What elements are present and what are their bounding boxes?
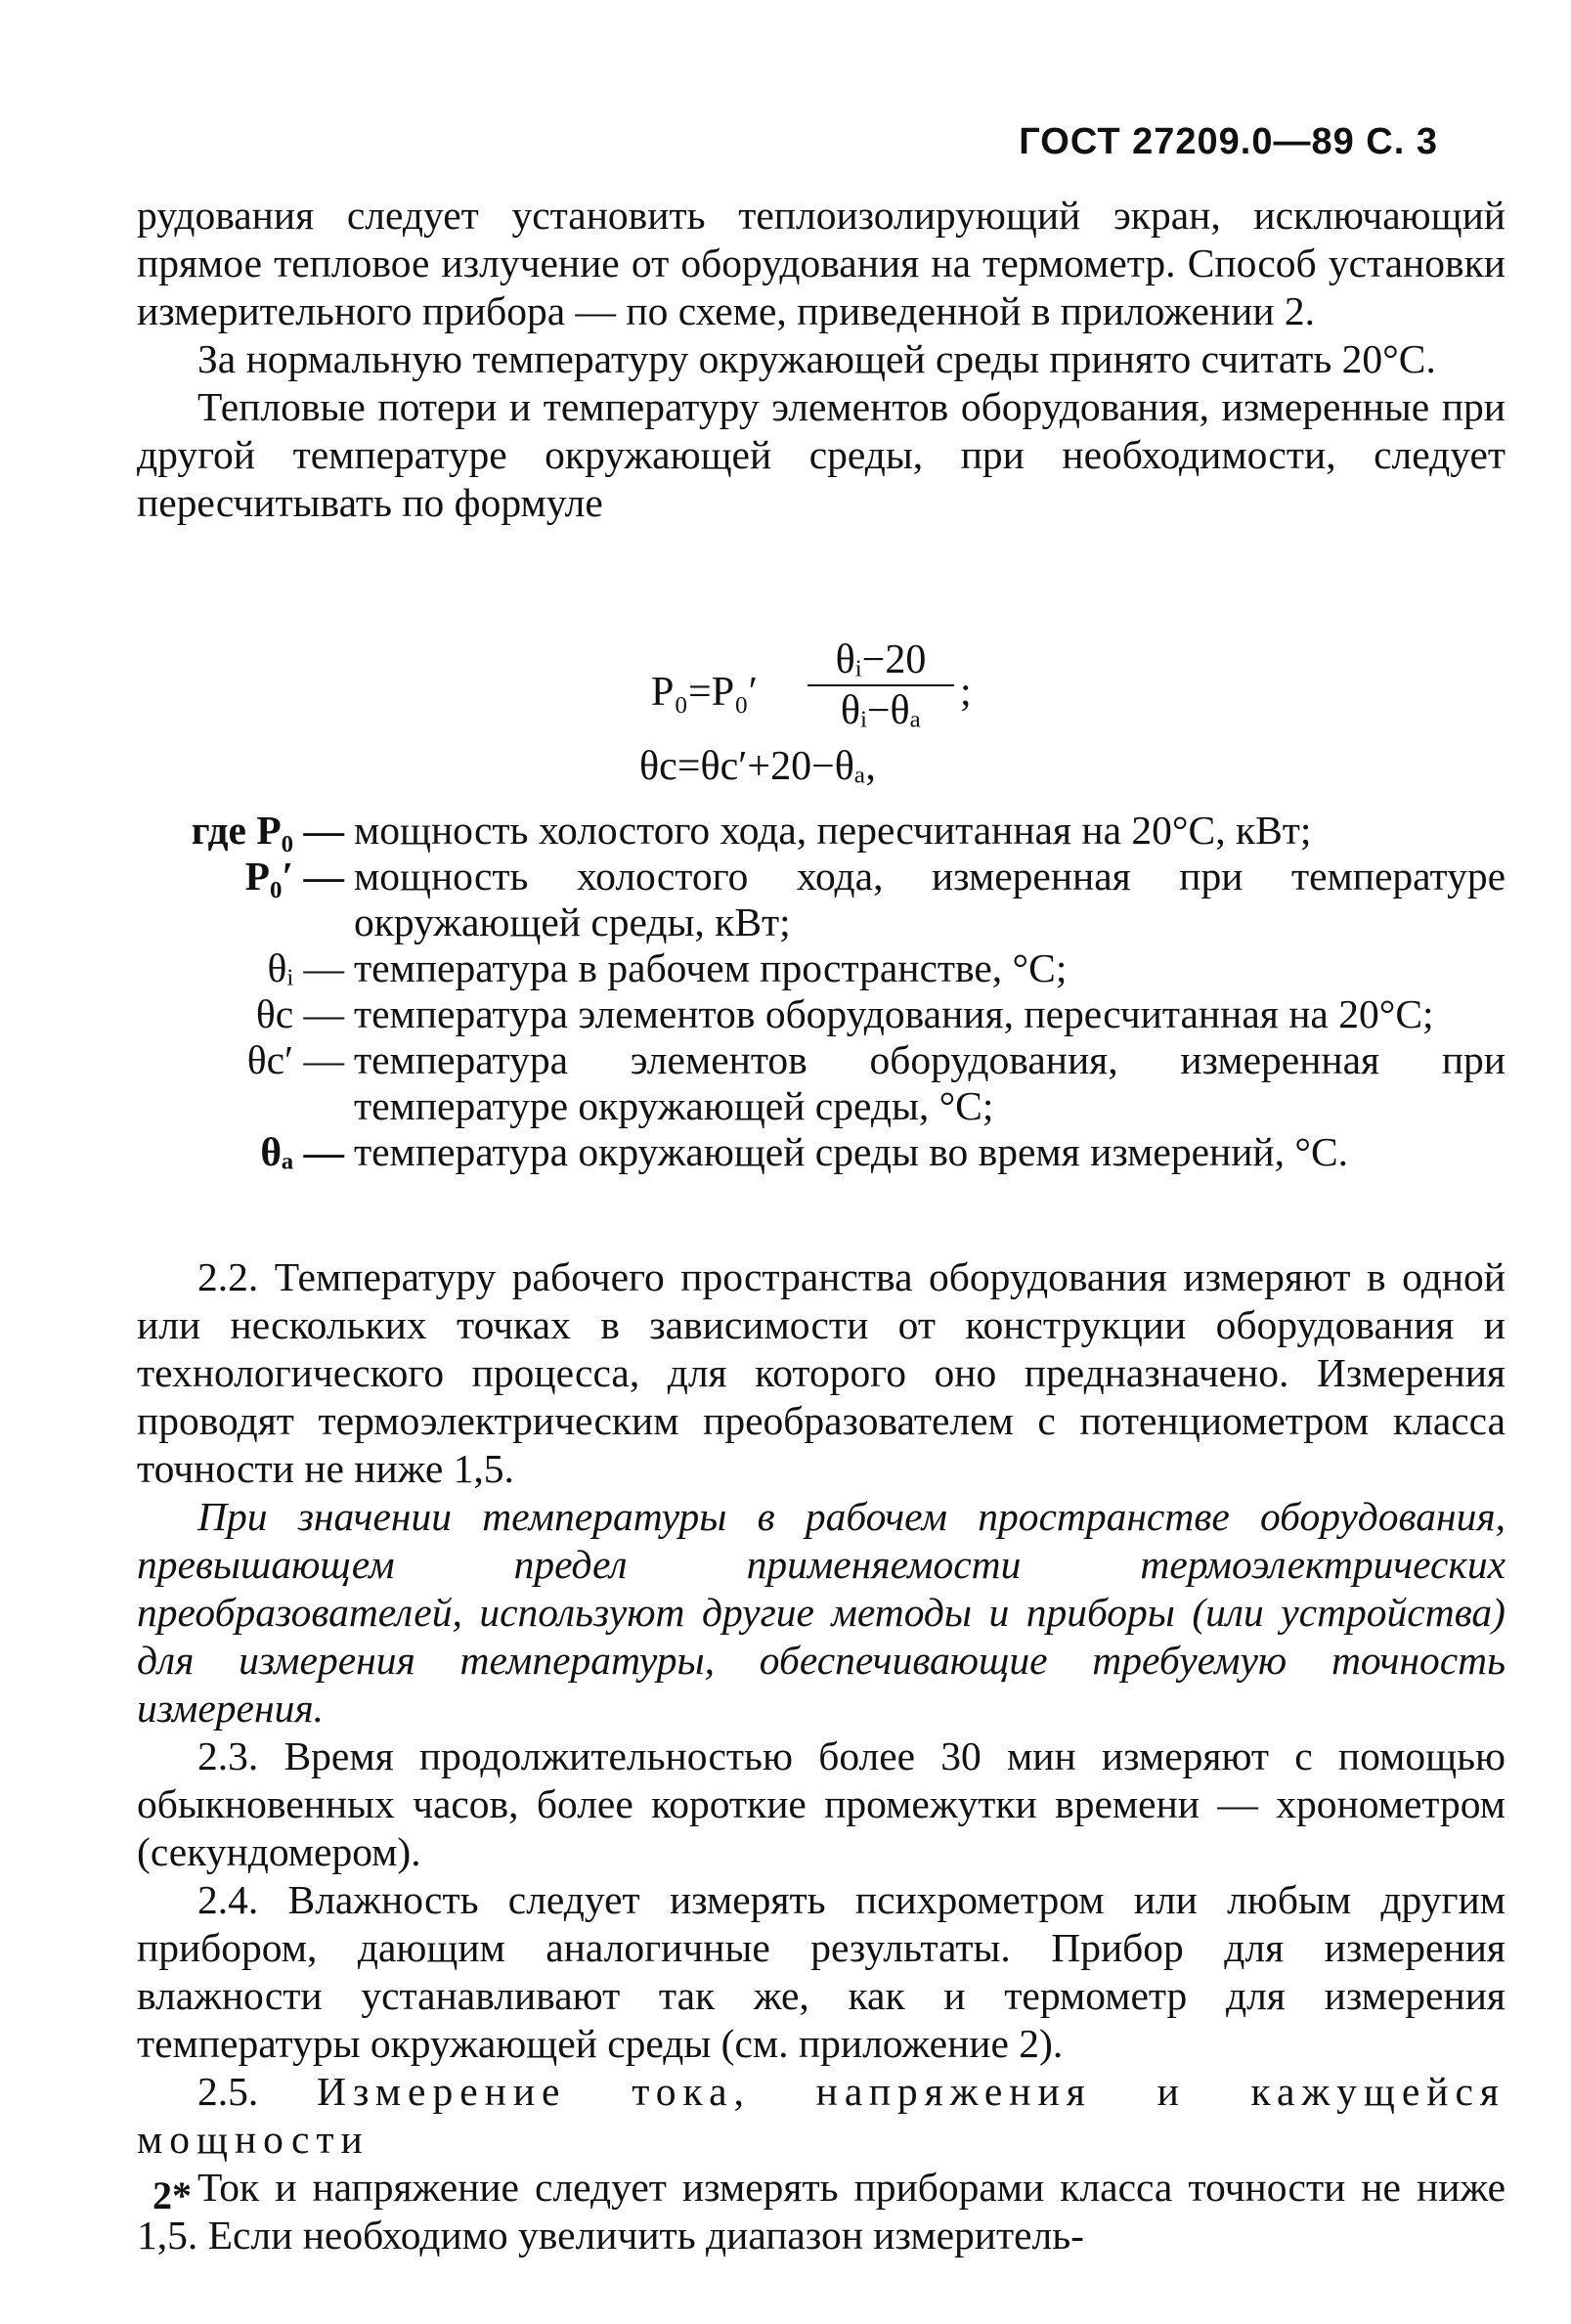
definition-item	[137, 854, 1506, 945]
definition-item	[137, 945, 1506, 991]
definition-symbol: θᵢ —	[267, 945, 344, 990]
definition-item	[137, 1129, 1506, 1175]
definition-symbol: θₐ —	[260, 1129, 344, 1174]
text-block-top	[137, 192, 1506, 527]
section-2-5-heading	[137, 2068, 1506, 2164]
section-title: Измерение тока, напряжения и кажущейся мощности	[137, 2069, 1506, 2162]
definition-text: мощность холостого хода, пересчитанная на 20°С, кВт;	[354, 808, 1312, 853]
formula-denominator: θᵢ−θₐ	[840, 688, 922, 733]
definition-item	[137, 1037, 1506, 1129]
paragraph-heat-loss: Тепловые потери и температуру элементов оборудования, измеренные при другой температуре окружающей среды, при необходимости, следует пересчитывать по формуле	[137, 384, 1506, 525]
fraction-bar	[807, 684, 954, 686]
definition-item	[137, 808, 1506, 854]
section-number: 2.5.	[197, 2069, 259, 2114]
definition-text: температура элементов оборудования, пересчитанная на 20°С;	[354, 991, 1434, 1036]
text-block-bottom	[137, 1253, 1506, 2259]
definition-symbol: θc —	[255, 991, 344, 1036]
definition-symbol: P₀′ —	[244, 854, 344, 899]
formula-fraction	[807, 637, 954, 733]
paragraph-2-4: 2.4. Влажность следует измерять психрометром или любым другим прибором, дающим аналогичные результаты. Прибор для измерения влажности устанавливают так же, как и термометр для измерения температуры окружающей среды (см. приложение 2).	[137, 1877, 1506, 2066]
formula-temperature-conversion: θc=θc′+20−θₐ,	[639, 744, 876, 789]
running-head: ГОСТ 27209.0—89 С. 3	[1019, 121, 1438, 162]
definition-text: температура элементов оборудования, измеренная при температуре окружающей среды, °С;	[354, 1037, 1506, 1128]
paragraph-2-2-continued: При значении температуры в рабочем пространстве оборудования, превышающем предел применяемости термоэлектрических преобразователей, используют другие методы и приборы (или устройства) для измерения температуры, обеспечивающие требуемую точность измерения.	[137, 1494, 1506, 1731]
definitions-list	[137, 808, 1506, 1175]
signature-mark: 2*	[153, 2173, 192, 2217]
formula-lhs: P₀=P₀′	[651, 670, 758, 715]
paragraph-normal-temperature: За нормальную температуру окружающей среды принято считать 20°С.	[197, 336, 1436, 381]
paragraph-2-3: 2.3. Время продолжительностью более 30 мин измеряют с помощью обыкновенных часов, более короткие промежутки времени — хронометром (секундомером).	[137, 1733, 1506, 1874]
definition-symbol: где P₀ —	[191, 808, 344, 853]
definition-text: температура окружающей среды во время измерений, °С.	[354, 1129, 1349, 1174]
paragraph-continued: рудования следует установить теплоизолирующий экран, исключающий прямое тепловое излучение от оборудования на термометр. Способ установки измерительного прибора — по схеме, приведенной в приложении 2.	[137, 193, 1506, 333]
definition-text: температура в рабочем пространстве, °С;	[354, 945, 1068, 990]
definition-item	[137, 991, 1506, 1037]
definition-symbol: θc′ —	[246, 1037, 344, 1082]
definition-text: мощность холостого хода, измеренная при температуре окружающей среды, кВт;	[354, 854, 1506, 944]
formula-semicolon: ;	[960, 670, 972, 715]
paragraph-2-2: 2.2. Температуру рабочего пространства оборудования измеряют в одной или нескольких точках в зависимости от конструкции оборудования и технологического процесса, для которого оно предназначено. Измерения проводят термоэлектрическим преобразователем с потенциометром класса точности не ниже 1,5.	[137, 1254, 1506, 1491]
paragraph-2-5: Ток и напряжение следует измерять приборами класса точности не ниже 1,5. Если необходимо увеличить диапазон измеритель-	[137, 2165, 1506, 2258]
formula-numerator: θᵢ−20	[835, 637, 927, 682]
